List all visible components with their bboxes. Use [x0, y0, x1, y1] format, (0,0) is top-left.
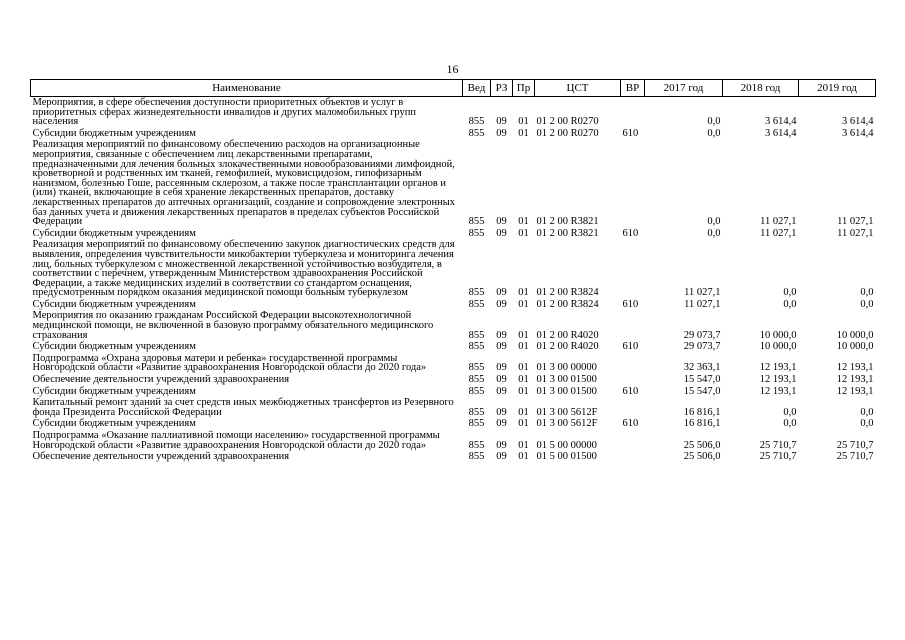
cell-ved: 855: [468, 406, 485, 418]
cell-2017: 0,0: [707, 127, 721, 139]
cell-2017: 16 816,1: [683, 406, 721, 418]
cell-2017: 0,0: [707, 216, 721, 228]
cell-rz: 09: [496, 362, 507, 374]
cell-ved: 855: [468, 216, 485, 228]
cell-2018: 0,0: [783, 287, 797, 299]
budget-table: [30, 79, 876, 463]
cell-pr: 01: [518, 451, 529, 463]
cell-2019: 3 614,4: [842, 116, 874, 128]
cell-2019: 12 193,1: [836, 362, 874, 374]
cell-cst: 01 3 00 5612F: [536, 406, 598, 418]
cell-ved: 855: [468, 287, 485, 299]
cell-2017: 15 547,0: [683, 385, 721, 397]
cell-2018: 3 614,4: [765, 116, 797, 128]
cell-pr: 01: [518, 329, 529, 341]
table-row: [31, 386, 876, 398]
cell-2019: 10 000,0: [836, 329, 874, 341]
table-header-row: [31, 80, 876, 97]
cell-pr: 01: [518, 374, 529, 386]
cell-rz: 09: [496, 374, 507, 386]
cell-vr: [621, 139, 645, 227]
cell-pr: 01: [518, 216, 529, 228]
cell-2017: 0,0: [707, 227, 721, 239]
cell-rz: 09: [496, 341, 507, 353]
cell-2017: 11 027,1: [684, 298, 721, 310]
table-row: [31, 310, 876, 341]
cell-pr: 01: [518, 298, 529, 310]
cell-rz: 09: [496, 451, 507, 463]
table-row: [31, 299, 876, 311]
cell-pr: 01: [518, 116, 529, 128]
cell-cst: 01 2 00 R4020: [536, 329, 599, 341]
cell-vr: 610: [622, 227, 639, 239]
cell-vr: [621, 353, 645, 374]
cell-2018: 12 193,1: [759, 362, 797, 374]
cell-cst: 01 3 00 00000: [536, 362, 597, 374]
cell-vr: [621, 430, 645, 451]
cell-cst: 01 2 00 R3824: [536, 287, 599, 299]
cell-name: Подпрограмма «Охрана здоровья матери и ребенка» государственной программы Новгородской области «Развитие здравоохранения Новгородской области до 2020 года»: [32, 352, 427, 374]
cell-ved: 855: [468, 385, 485, 397]
cell-2019: 10 000,0: [836, 341, 874, 353]
cell-ved: 855: [468, 451, 485, 463]
table-row: [31, 353, 876, 374]
cell-2018: 0,0: [783, 298, 797, 310]
cell-2018: 0,0: [783, 418, 797, 430]
cell-ved: 855: [468, 227, 485, 239]
cell-vr: [621, 397, 645, 418]
cell-vr: 610: [622, 298, 639, 310]
cell-name: Субсидии бюджетным учреждениям: [32, 227, 196, 239]
table-row: [31, 418, 876, 430]
header-ved: Вед: [463, 80, 491, 97]
header-year-2018: 2018 год: [723, 80, 799, 97]
cell-2019: 11 027,1: [837, 216, 874, 228]
cell-pr: 01: [518, 227, 529, 239]
cell-2017: 32 363,1: [683, 362, 721, 374]
cell-cst: 01 2 00 R3821: [536, 227, 599, 239]
cell-cst: 01 3 00 5612F: [536, 418, 598, 430]
cell-2019: 3 614,4: [842, 127, 874, 139]
cell-2018: 11 027,1: [760, 216, 797, 228]
cell-name: Субсидии бюджетным учреждениям: [32, 385, 196, 397]
cell-2018: 10 000,0: [759, 341, 797, 353]
cell-vr: 610: [622, 418, 639, 430]
cell-pr: 01: [518, 418, 529, 430]
cell-rz: 09: [496, 439, 507, 451]
cell-2019: 25 710,7: [836, 439, 874, 451]
cell-2018: 12 193,1: [759, 374, 797, 386]
table-row: [31, 374, 876, 386]
cell-2017: 11 027,1: [684, 287, 721, 299]
cell-2019: 0,0: [860, 406, 874, 418]
cell-2019: 25 710,7: [836, 451, 874, 463]
cell-rz: 09: [496, 287, 507, 299]
cell-vr: 610: [622, 341, 639, 353]
cell-2018: 11 027,1: [760, 227, 797, 239]
cell-name: Субсидии бюджетным учреждениям: [32, 341, 196, 353]
table-row: [31, 451, 876, 463]
cell-ved: 855: [468, 362, 485, 374]
cell-rz: 09: [496, 216, 507, 228]
cell-2018: 12 193,1: [759, 385, 797, 397]
cell-ved: 855: [468, 127, 485, 139]
table-row: [31, 139, 876, 227]
cell-name: Обеспечение деятельности учреждений здравоохранения: [32, 451, 290, 463]
cell-pr: 01: [518, 341, 529, 353]
cell-2018: 25 710,7: [759, 439, 797, 451]
cell-ved: 855: [468, 298, 485, 310]
cell-vr: [621, 239, 645, 299]
cell-pr: 01: [518, 362, 529, 374]
cell-rz: 09: [496, 127, 507, 139]
header-year-2019: 2019 год: [799, 80, 876, 97]
cell-2017: 16 816,1: [683, 418, 721, 430]
cell-2017: 29 073,7: [683, 341, 721, 353]
cell-ved: 855: [468, 418, 485, 430]
cell-rz: 09: [496, 298, 507, 310]
cell-name: Субсидии бюджетным учреждениям: [32, 298, 196, 310]
cell-rz: 09: [496, 329, 507, 341]
table-row: [31, 239, 876, 299]
cell-2019: 12 193,1: [836, 374, 874, 386]
cell-cst: 01 5 00 00000: [536, 439, 597, 451]
cell-name: Реализация мероприятий по финансовому обеспечению расходов на организационные мероприятия, связанные с обеспечением лиц лекарственными препаратами, предназначенными для лечения больных злокачественными новообразованиями лимфоидной, кроветворной и родственных им тканей, гемофилией, муковисцидозом, гипофизарным нанизмом, болезнью Гоше, рассеянным склерозом, а также после трансплантации органов и (или) тканей, включающие в себя хранение лекарственных препаратов, доставку лекарственных препаратов до аптечных организаций, создание и сопровождение электронных баз данных учета и движения лекарственных препаратов в пределах субъектов Российской Федерации: [32, 139, 456, 228]
cell-vr: 610: [622, 127, 639, 139]
cell-name: Мероприятия, в сфере обеспечения доступности приоритетных объектов и услуг в приоритетных сферах жизнедеятельности инвалидов и других маломобильных групп населения: [32, 97, 416, 128]
cell-pr: 01: [518, 287, 529, 299]
header-rz: РЗ: [491, 80, 513, 97]
header-year-2017: 2017 год: [645, 80, 723, 97]
cell-vr: 610: [622, 385, 639, 397]
cell-rz: 09: [496, 116, 507, 128]
cell-ved: 855: [468, 116, 485, 128]
cell-2017: 29 073,7: [683, 329, 721, 341]
table-row: [31, 430, 876, 451]
cell-vr: [621, 310, 645, 341]
cell-2018: 3 614,4: [765, 127, 797, 139]
cell-cst: 01 5 00 01500: [536, 451, 597, 463]
cell-ved: 855: [468, 341, 485, 353]
cell-2017: 25 506,0: [683, 439, 721, 451]
cell-2019: 0,0: [860, 287, 874, 299]
cell-2017: 0,0: [707, 116, 721, 128]
cell-pr: 01: [518, 127, 529, 139]
cell-vr: [621, 374, 645, 386]
table-body: [31, 97, 876, 463]
cell-vr: [621, 97, 645, 128]
cell-cst: 01 2 00 R4020: [536, 341, 599, 353]
cell-2018: 0,0: [783, 406, 797, 418]
cell-cst: 01 3 00 01500: [536, 385, 597, 397]
cell-cst: 01 2 00 R3824: [536, 298, 599, 310]
cell-ved: 855: [468, 439, 485, 451]
header-cst: ЦСТ: [535, 80, 621, 97]
cell-2017: 15 547,0: [683, 374, 721, 386]
cell-2019: 11 027,1: [837, 227, 874, 239]
cell-pr: 01: [518, 406, 529, 418]
header-vr: ВР: [621, 80, 645, 97]
cell-name: Субсидии бюджетным учреждениям: [32, 127, 196, 139]
cell-ved: 855: [468, 374, 485, 386]
cell-2019: 12 193,1: [836, 385, 874, 397]
cell-name: Субсидии бюджетным учреждениям: [32, 418, 196, 430]
cell-vr: [621, 451, 645, 463]
cell-2019: 0,0: [860, 298, 874, 310]
cell-name: Капитальный ремонт зданий за счет средств иных межбюджетных трансфертов из Резервного фонда Президента Российской Федерации: [32, 397, 454, 418]
cell-cst: 01 2 00 R3821: [536, 216, 599, 228]
cell-name: Реализация мероприятий по финансовому обеспечению закупок диагностических средств для выявления, определения чувствительности микобактерии туберкулеза и мониторинга лечения лиц, больных туберкулезом с множественной лекарственной устойчивостью возбудителя, в соответствии с перечнем, утвержденным Министерством здравоохранения Российской Федерации, а также медицинских изделий в соответствии со стандартом оснащения, предусмотренным порядком оказания медицинской помощи больным туберкулезом: [32, 239, 455, 299]
cell-2019: 0,0: [860, 418, 874, 430]
cell-rz: 09: [496, 385, 507, 397]
table-row: [31, 341, 876, 353]
table-row: [31, 128, 876, 140]
cell-name: Обеспечение деятельности учреждений здравоохранения: [32, 374, 290, 386]
cell-rz: 09: [496, 418, 507, 430]
cell-2017: 25 506,0: [683, 451, 721, 463]
cell-2018: 10 000,0: [759, 329, 797, 341]
cell-pr: 01: [518, 439, 529, 451]
cell-cst: 01 2 00 R0270: [536, 116, 599, 128]
cell-cst: 01 3 00 01500: [536, 374, 597, 386]
cell-rz: 09: [496, 406, 507, 418]
cell-name: Подпрограмма «Оказание паллиативной помощи населению» государственной программы Новгородской области «Развитие здравоохранения Новгородской области до 2020 года»: [32, 430, 440, 451]
cell-cst: 01 2 00 R0270: [536, 127, 599, 139]
header-name: Наименование: [31, 80, 463, 97]
cell-2018: 25 710,7: [759, 451, 797, 463]
cell-pr: 01: [518, 385, 529, 397]
cell-name: Мероприятия по оказанию гражданам Российской Федерации высокотехнологичной медицинской помощи, не включенной в базовую программу обязательного медицинского страхования: [32, 310, 434, 341]
table-row: [31, 228, 876, 240]
page-number: 16: [446, 62, 459, 76]
table-row: [31, 97, 876, 128]
header-pr: Пр: [513, 80, 535, 97]
cell-ved: 855: [468, 329, 485, 341]
table-row: [31, 397, 876, 418]
cell-rz: 09: [496, 227, 507, 239]
